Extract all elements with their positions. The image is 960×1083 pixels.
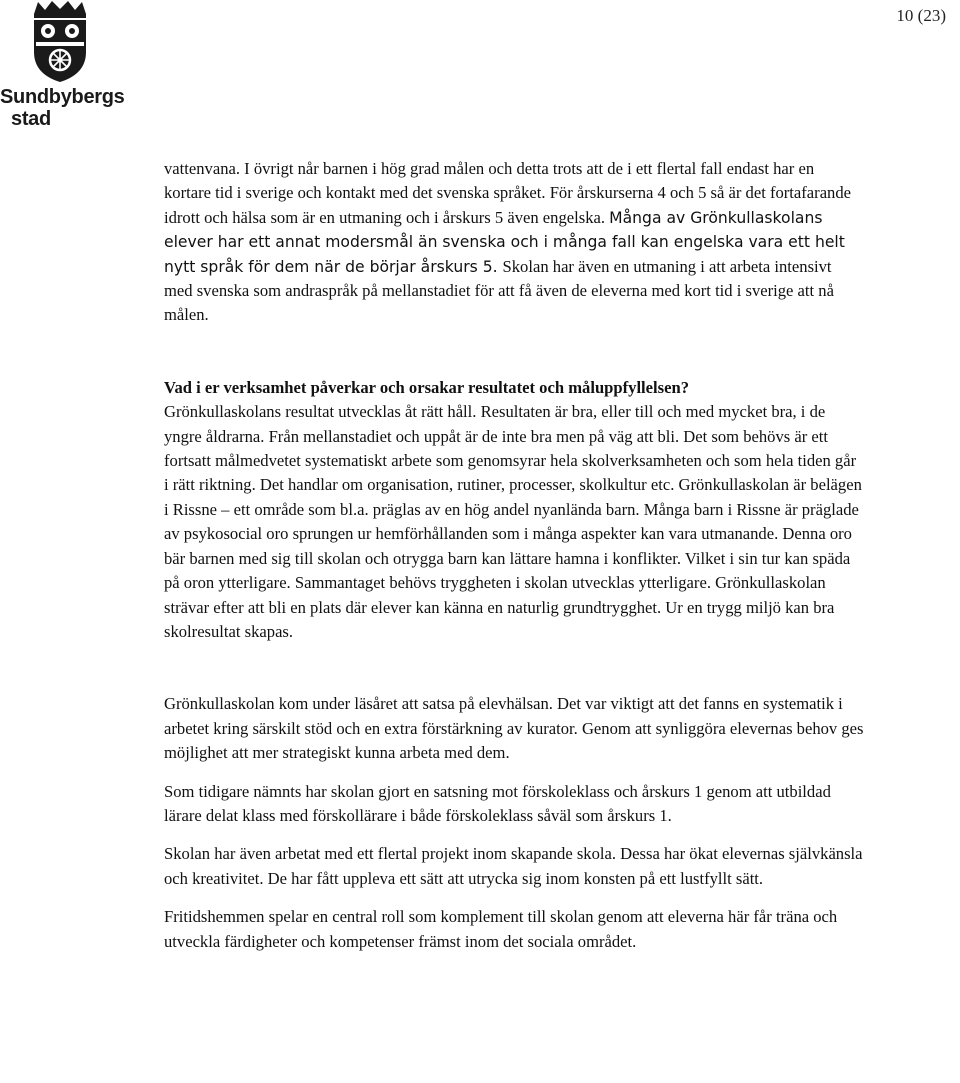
paragraph-1-part-2: Många av Grönkullaskolans elever har ett annat modersmål än svenska och i många fall kan engelska vara ett helt nytt språk för dem när de börjar årskurs 5. [164,208,845,276]
municipality-logo [0,0,125,136]
coat-of-arms-icon [28,0,92,84]
paragraph-5: Skolan har även arbetat med ett flertal projekt inom skapande skola. Dessa har ökat elevernas självkänsla och kreativitet. De har fått uppleva ett sätt att utrycka sig inom konsten på ett lustfyllt sätt. [164,844,863,888]
paragraph-1-part-1: vattenvana. I övrigt når barnen i hög grad målen och detta trots att de i ett flertal fall endast har en kortare tid i sverige och kontakt med det svenska språket. För årskurserna 4 och 5 så är det fortafarande idrott och hälsa som är en utmaning och i årskurs 5 även engelska. [164,159,852,227]
section-heading: Vad i er verksamhet påverkar och orsakar resultatet och måluppfyllelsen? [164,377,689,397]
paragraph-4: Som tidigare nämnts har skolan gjort en satsning mot förskoleklass och årskurs 1 genom att utbildad lärare delat klass med förskollärare i både förskoleklass såväl som årskurs 1. [164,781,831,825]
paragraph-1 [164,157,864,328]
paragraph-6: Fritidshemmen spelar en central roll som komplement till skolan genom att eleverna här får träna och utveckla färdigheter och kompetenser främst inom det sociala området. [164,907,838,951]
paragraph-1-part-3: Skolan har även en utmaning i att arbeta intensivt med svenska som andraspråk på mellanstadiet för att få även de eleverna med kort tid i sverige att nå målen. [164,256,834,325]
paragraph-2: Grönkullaskolans resultat utvecklas åt rätt håll. Resultaten är bra, eller till och med mycket bra, i de yngre åldrarna. Från mellanstadiet och uppåt är de inte bra men på väg att bli. Det som behövs är ett fortsatt målmedvetet systematiskt arbete som genomsyrar hela skolverksamheten och som hela tiden går i rätt riktning. Det handlar om organisation, rutiner, processer, skolkultur etc. Grönkullaskolan är belägen i Rissne – ett område som bl.a. präglas av en hög andel nyanlända barn. Många barn i Rissne är präglade av psykosocial oro sprungen ur hemförhållanden som i många aspekter kan vara utmanande. Denna oro bär barnen med sig till skolan och otrygga barn kan lättare hamna i konflikter. Vilket i sin tur kan späda på oron ytterligare. Sammantaget behövs tryggheten i skolan utvecklas ytterligare. Grönkullaskolan strävar efter att bli en plats där elever kan känna en naturlig grundtrygghet. Ur en trygg miljö kan bra skolresultat skapas. [164,402,862,641]
logo-text-line2: stad [11,108,51,130]
logo-wordmark [0,86,125,130]
paragraph-3: Grönkullaskolan kom under läsåret att satsa på elevhälsan. Det var viktigt att det fanns en systematik i arbetet kring särskilt stöd och en extra förstärkning av kurator. Genom att synliggöra elevernas behov ges möjlighet att mer strategiskt kunna arbeta med dem. [164,694,864,763]
logo-text-line1: Sundbybergs [0,86,125,108]
page-number: 10 (23) [896,6,946,25]
document-body [164,157,864,954]
